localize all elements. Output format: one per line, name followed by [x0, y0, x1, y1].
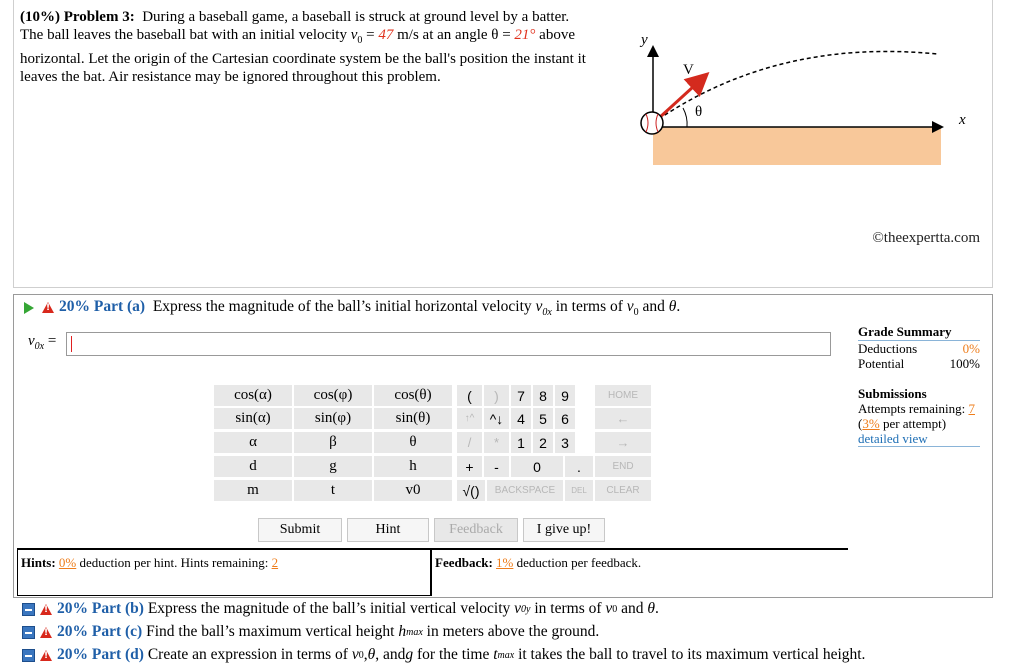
warning-icon [40, 604, 52, 615]
problem-statement: (10%) Problem 3: During a baseball game, a baseball is struck at ground level by a batter. The ball leaves the baseball bat with an initial velocity $v_0 = 47$ m/s at an angle θ = 21° above horizontal. Let the origin of the Cartesian coordinate system be the ball's position the instant it leaves the bat. Air resistance may be ignored throughout this problem. [20, 9, 586, 85]
key-plus[interactable]: + [456, 455, 483, 478]
key-v0[interactable]: v0 [373, 479, 453, 502]
copyright: ©theexpertta.com [872, 230, 980, 246]
key-4[interactable]: 4 [510, 407, 532, 430]
key-cos-phi[interactable]: cos(φ) [293, 384, 373, 407]
grade-summary: Grade Summary Deductions 0% Potential 100% Submissions Attempts remaining: 7 (3% per attempt) detailed view [858, 324, 980, 446]
feedback-deduction: 1% [496, 555, 514, 570]
per-attempt-pct: 3% [862, 416, 880, 431]
key-8[interactable]: 8 [532, 384, 554, 407]
key-end[interactable]: END [594, 455, 652, 478]
velocity-label: V [683, 62, 694, 78]
key-d[interactable]: d [213, 455, 293, 478]
key-7[interactable]: 7 [510, 384, 532, 407]
y-axis-label: y [641, 32, 648, 48]
key-m[interactable]: m [213, 479, 293, 502]
key-sin-theta[interactable]: sin(θ) [373, 407, 453, 430]
part-d-row[interactable]: ! 20% Part (d) Create an expression in terms of v 0 , θ , and g for the time t max it takes the ball to travel to its maximum vertical height. [22, 644, 865, 666]
part-a-label: 20% Part (a) [59, 298, 146, 315]
part-a-prompt: Express the magnitude of the ball’s initial horizontal velocity [152, 298, 532, 315]
key-h[interactable]: h [373, 455, 453, 478]
potential-value: 100% [949, 356, 980, 371]
key-backspace[interactable]: BACKSPACE [486, 479, 564, 502]
warning-icon [40, 627, 52, 638]
key-1[interactable]: 1 [510, 431, 532, 454]
part-c-row[interactable]: ! 20% Part (c) Find the ball’s maximum vertical height h max in meters above the ground. [22, 621, 599, 643]
give-up-button[interactable]: I give up! [523, 518, 605, 542]
key-down-arrows[interactable]: ^↓ [483, 407, 510, 430]
hints-box: Hints: 0% deduction per hint. Hints remaining: 2 [17, 548, 431, 596]
deductions-label: Deductions [858, 341, 918, 356]
potential-label: Potential [858, 356, 905, 371]
problem-text-1: During a baseball game, a baseball is struck at ground level by a batter. The ball leaves the baseball bat with an initial velocity [20, 9, 570, 43]
play-icon[interactable] [24, 302, 34, 314]
key-divide[interactable]: / [456, 431, 483, 454]
key-up-arrows[interactable]: ↑^ [456, 407, 483, 430]
answer-label: $v_{0x}$ = [28, 333, 57, 352]
hint-deduction: 0% [58, 555, 77, 570]
part-d-label: 20% Part (d) [57, 646, 144, 663]
key-0[interactable]: 0 [510, 455, 564, 478]
hints-remaining: 2 [271, 555, 279, 570]
warning-icon [42, 302, 54, 313]
attempts-value: 7 [968, 401, 975, 416]
key-clear[interactable]: CLEAR [594, 479, 652, 502]
key-minus[interactable]: - [483, 455, 510, 478]
key-cos-theta[interactable]: cos(θ) [373, 384, 453, 407]
key-sin-phi[interactable]: sin(φ) [293, 407, 373, 430]
key-paren-close[interactable]: ) [483, 384, 510, 407]
v0-value: 47 [378, 27, 394, 43]
feedback-box: Feedback: 1% deduction per feedback. [431, 548, 848, 596]
key-g[interactable]: g [293, 455, 373, 478]
ground [653, 127, 941, 165]
collapse-icon[interactable] [22, 649, 35, 662]
key-6[interactable]: 6 [554, 407, 576, 430]
collapse-icon[interactable] [22, 603, 35, 616]
submissions-title: Submissions [858, 386, 927, 401]
grade-summary-title: Grade Summary [858, 324, 980, 341]
warning-icon [40, 650, 52, 661]
key-t[interactable]: t [293, 479, 373, 502]
key-paren-open[interactable]: ( [456, 384, 483, 407]
key-sqrt[interactable]: √() [456, 479, 486, 502]
problem-text-3: above horizontal. Let the origin of the Cartesian coordinate system be the ball's position the instant it leaves the bat. Air resistance may be ignored throughout this problem. [20, 27, 586, 85]
key-decimal[interactable]: . [564, 455, 594, 478]
key-alpha[interactable]: α [213, 431, 293, 454]
key-2[interactable]: 2 [532, 431, 554, 454]
angle-value: 21° [514, 27, 536, 43]
key-del[interactable]: DEL [564, 479, 594, 502]
attempts-label: Attempts remaining: [858, 401, 966, 416]
problem-text-2: m/s at an angle θ = [397, 27, 511, 43]
key-left-arrow[interactable]: ← [594, 407, 652, 430]
key-multiply[interactable]: * [483, 431, 510, 454]
answer-input[interactable] [66, 332, 831, 356]
theta-label: θ [695, 104, 703, 120]
key-home[interactable]: HOME [594, 384, 652, 407]
part-b-row[interactable]: ! 20% Part (b) Express the magnitude of the ball’s initial vertical velocity v 0y in terms of v 0 and θ . [22, 598, 659, 620]
x-axis-label: x [959, 112, 966, 128]
key-cos-alpha[interactable]: cos(α) [213, 384, 293, 407]
hint-button[interactable]: Hint [347, 518, 429, 542]
feedback-button[interactable]: Feedback [434, 518, 518, 542]
key-sin-alpha[interactable]: sin(α) [213, 407, 293, 430]
baseball-icon [641, 112, 663, 134]
deductions-value: 0% [962, 341, 980, 356]
detailed-view-link[interactable]: detailed view [858, 431, 980, 447]
angle-arc [683, 108, 687, 127]
submit-button[interactable]: Submit [258, 518, 342, 542]
problem-header: (10%) Problem 3: [20, 9, 135, 25]
v0-symbol: v [350, 27, 358, 43]
key-beta[interactable]: β [293, 431, 373, 454]
collapse-icon[interactable] [22, 626, 35, 639]
key-9[interactable]: 9 [554, 384, 576, 407]
part-a-header: 20% Part (a) Express the magnitude of the ball’s initial horizontal velocity $v_{0x}$ in terms of $v_0$ and θ. [59, 298, 681, 319]
key-right-arrow[interactable]: → [594, 431, 652, 454]
key-3[interactable]: 3 [554, 431, 576, 454]
trajectory-diagram [625, 28, 970, 168]
part-c-label: 20% Part (c) [57, 623, 143, 640]
part-b-label: 20% Part (b) [57, 600, 144, 617]
key-theta[interactable]: θ [373, 431, 453, 454]
key-5[interactable]: 5 [532, 407, 554, 430]
